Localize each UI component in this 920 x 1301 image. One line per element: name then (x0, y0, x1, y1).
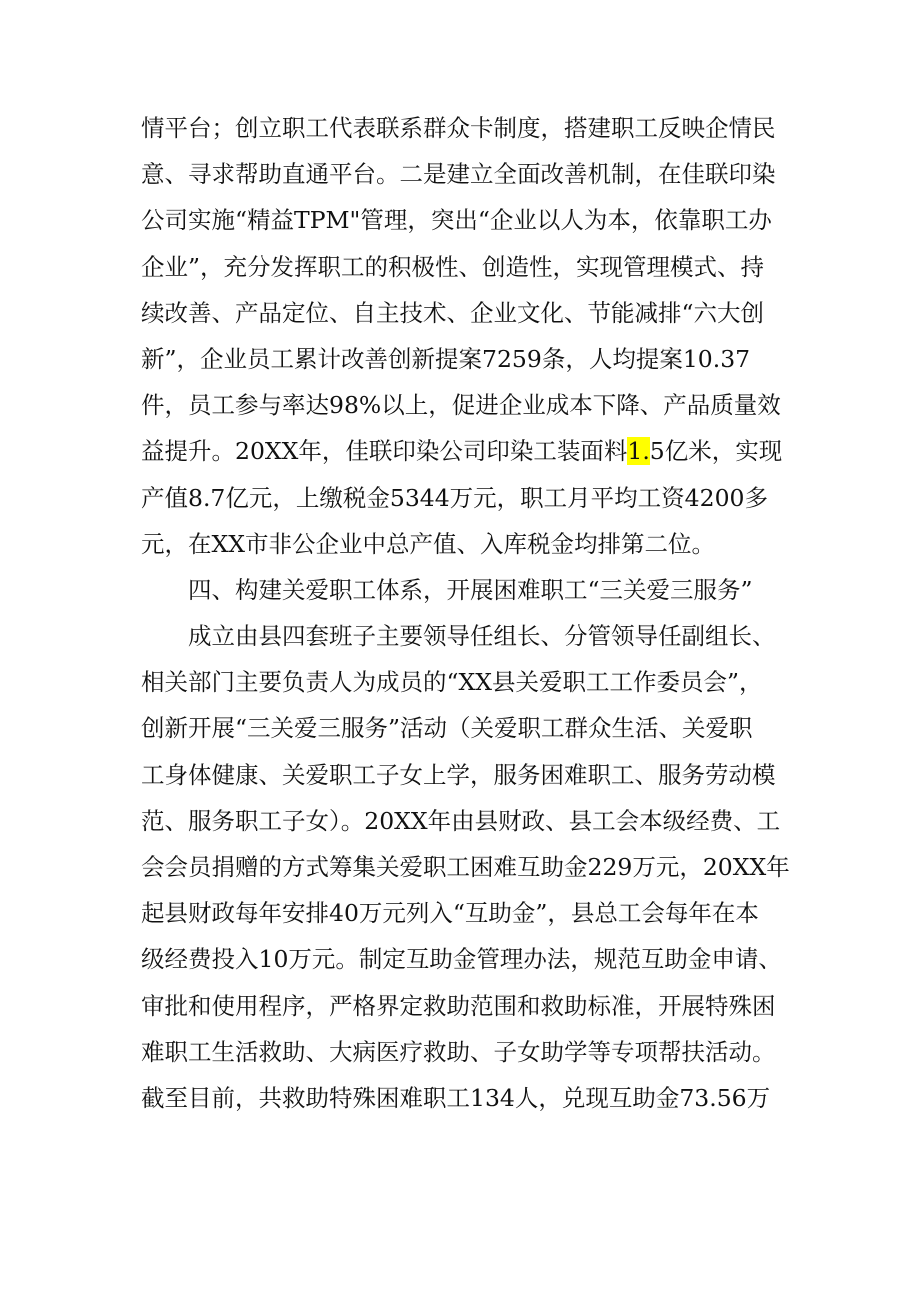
text-line: 产值8.7亿元，上缴税金5344万元，职工月平均工资4200多 (141, 483, 768, 512)
text-line: 审批和使用程序，严格界定救助范围和救助标准，开展特殊困 (141, 991, 776, 1020)
text-line: 情平台；创立职工代表联系群众卡制度，搭建职工反映企情民 (141, 114, 776, 142)
text-line: 件，员工参与率达98%以上，促进企业成本下降、产品质量效 (141, 391, 781, 420)
text-line: 创新开展“三关爱三服务”活动（关爱职工群众生活、关爱职 (141, 714, 753, 743)
text-line: 级经费投入10万元。制定互助金管理办法，规范互助金申请、 (141, 945, 782, 974)
text-line: 截至目前，共救助特殊困难职工134人，兑现互助金73.56万 (141, 1083, 771, 1112)
text-line: 起县财政每年安排40万元列入“互助金”，县总工会每年在本 (141, 899, 759, 928)
text-segment: 5亿米，实现 (649, 437, 783, 466)
text-line: 公司实施“精益TPM"管理，突出“企业以人为本，依靠职工办 (141, 206, 772, 235)
text-line: 会会员捐赠的方式筹集关爱职工困难互助金229万元，20XX年 (141, 853, 790, 881)
highlighted-text: 1. (627, 437, 650, 466)
text-line: 企业”，充分发挥职工的积极性、创造性，实现管理模式、持 (141, 252, 765, 281)
text-line: 范、服务职工子女）。20XX年由县财政、县工会本级经费、工 (141, 806, 781, 835)
text-line: 相关部门主要负责人为成员的“XX县关爱职工工作委员会”， (141, 668, 763, 697)
text-line: 续改善、产品定位、自主技术、企业文化、节能减排“六大创 (141, 298, 765, 327)
text-line-with-highlight (141, 428, 781, 474)
section-heading: 四、构建关爱职工体系，开展困难职工“三关爱三服务” (188, 575, 753, 604)
text-line: 新”，企业员工累计改善创新提案7259条，人均提案10.37 (141, 344, 751, 373)
text-line: 工身体健康、关爱职工子女上学，服务困难职工、服务劳动模 (141, 760, 776, 789)
text-line: 意、寻求帮助直通平台。二是建立全面改善机制，在佳联印染 (141, 160, 776, 189)
body-text (141, 105, 790, 1121)
text-line: 难职工生活救助、大病医疗救助、子女助学等专项帮扶活动。 (141, 1037, 776, 1066)
text-line: 元，在XX市非公企业中总产值、入库税金均排第二位。 (141, 529, 715, 558)
text-segment: 益提升。20XX年，佳联印染公司印染工装面料 (141, 437, 628, 466)
paragraph-first-line: 成立由县四套班子主要领导任组长、分管领导任副组长、 (188, 622, 776, 651)
